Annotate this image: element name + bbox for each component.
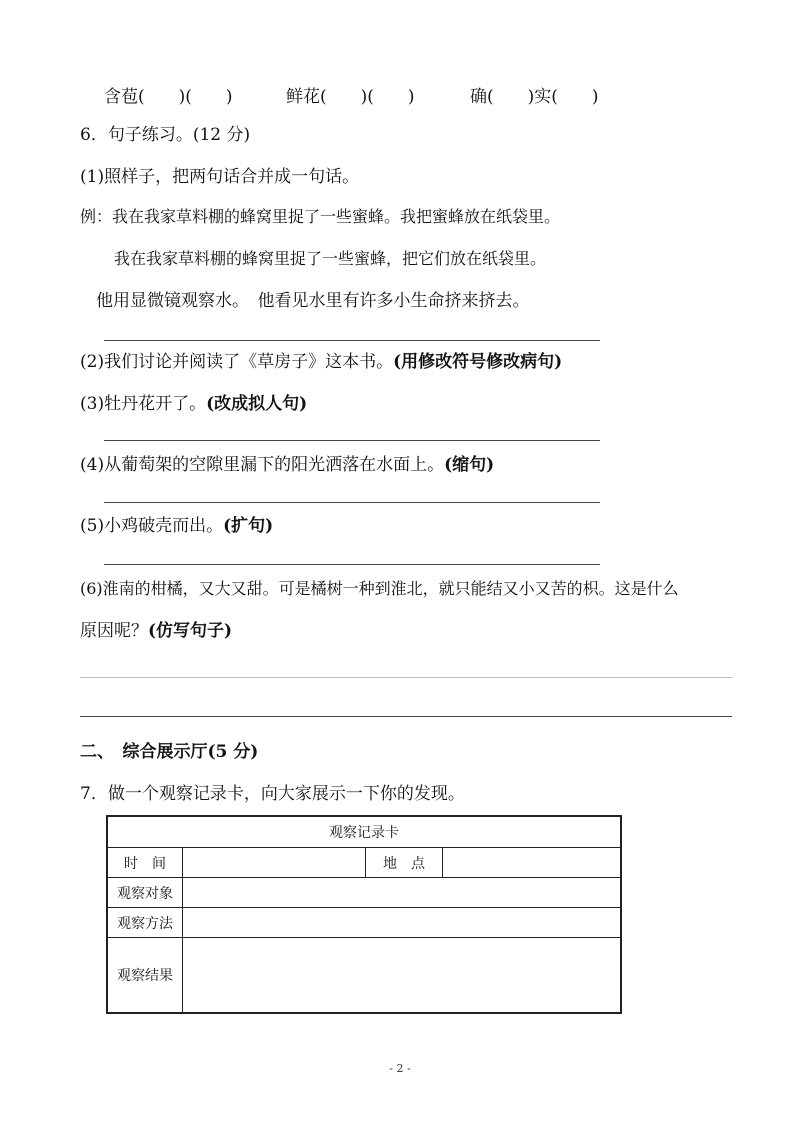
q6-part4-answer-line[interactable] [104,502,600,503]
time-cell[interactable] [183,848,366,878]
observation-record-card [106,815,622,1014]
method-cell[interactable] [183,908,622,938]
method-label: 观察方法 [107,908,183,938]
q6-part4 [80,454,494,476]
q6-part2-text: (2)我们讨论并阅读了《草房子》这本书。 [80,352,394,372]
q6-part6-note: (仿写句子) [148,621,233,641]
q6-part5-note: (扩句) [223,516,274,536]
q5-item-queshi: 确( )实( ) [470,87,599,107]
q6-part6-text: 原因呢？ [80,621,148,641]
page-number: - 2 - [389,1062,411,1075]
object-label: 观察对象 [107,878,183,908]
q6-part4-text: (4)从葡萄架的空隙里漏下的阳光洒落在水面上。 [80,455,445,475]
q6-part6-line1: (6)淮南的柑橘，又大又甜。可是橘树一种到淮北，就只能结又小又苦的枳。这是什么 [80,579,679,598]
q6-part1-example-1: 例：我在我家草料棚的蜂窝里捉了一些蜜蜂。我把蜜蜂放在纸袋里。 [80,207,561,226]
result-cell[interactable] [183,938,622,1014]
record-card-title: 观察记录卡 [107,816,621,848]
q5-item-hanbao: 含苞( )( ) [104,87,233,107]
q6-part1-example-2: 我在我家草料棚的蜂窝里捉了一些蜜蜂，把它们放在纸袋里。 [114,249,547,268]
q6-part6-line2 [80,620,232,642]
object-cell[interactable] [183,878,622,908]
q6-part6-answer-line-1[interactable] [80,677,732,678]
q6-part5 [80,515,273,537]
q6-part3-text: (3)牡丹花开了。 [80,394,207,414]
place-cell[interactable] [443,848,622,878]
q6-part1-instruction: (1)照样子，把两句话合并成一句话。 [80,167,360,187]
q6-part4-note: (缩句) [444,455,495,475]
q7-instruction: 7．做一个观察记录卡，向大家展示一下你的发现。 [80,784,465,804]
section-2-heading: 二、 综合展示厅(5 分) [80,742,259,762]
q6-part1-answer-line[interactable] [104,340,600,341]
q6-part2 [80,351,562,373]
time-label: 时 间 [107,848,183,878]
place-label: 地 点 [366,848,443,878]
result-label: 观察结果 [107,938,183,1014]
q6-part6-answer-line-2[interactable] [80,716,732,717]
q6-part2-note: (用修改符号修改病句) [393,352,563,372]
q6-part3-answer-line[interactable] [104,440,600,441]
q6-part5-answer-line[interactable] [104,564,600,565]
q5-item-xianhua: 鲜花( )( ) [286,87,415,107]
q6-part5-text: (5)小鸡破壳而出。 [80,516,224,536]
q6-part1-task: 他用显微镜观察水。 他看见水里有许多小生命挤来挤去。 [96,291,530,311]
q6-part3 [80,393,307,415]
q6-part3-note: (改成拟人句) [206,394,308,414]
q6-heading: 6．句子练习。(12 分) [80,125,251,145]
